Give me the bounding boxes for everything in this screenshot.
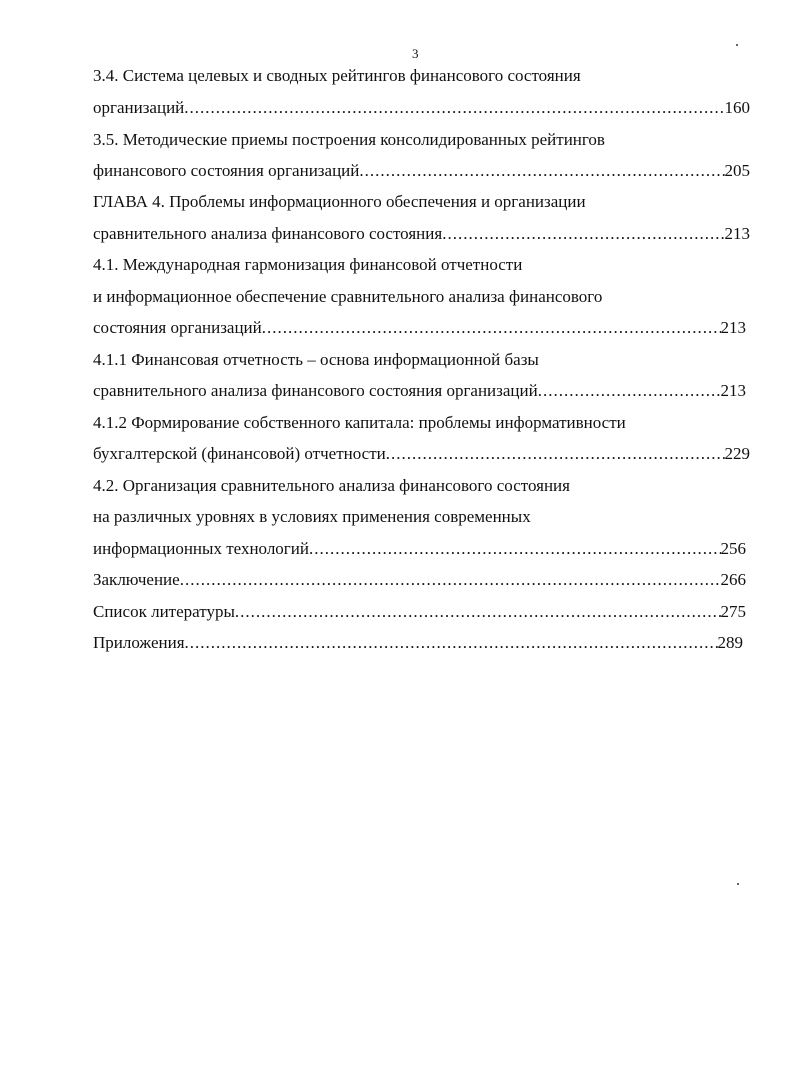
toc-line (93, 160, 750, 182)
toc-line (93, 129, 753, 151)
toc-line (93, 191, 753, 213)
toc-text: на различных уровнях в условиях применения современных (93, 507, 531, 526)
dot-leader (185, 632, 718, 654)
toc-text: и информационное обеспечение сравнительного анализа финансового (93, 287, 603, 306)
toc-line (93, 601, 746, 623)
dot-leader (538, 380, 721, 402)
toc-page-number: 213 (724, 224, 750, 243)
toc-text: Заключение (93, 570, 180, 589)
toc-text: бухгалтерской (финансовой) отчетности (93, 444, 386, 463)
toc-text: сравнительного анализа финансового состояния (93, 224, 443, 243)
dot-leader (386, 443, 725, 465)
toc-text: финансового состояния организаций (93, 161, 360, 180)
page-number: 3 (412, 46, 419, 61)
toc-line (93, 412, 753, 434)
dot-leader (180, 569, 721, 591)
toc-line (93, 506, 753, 528)
toc-line (93, 380, 746, 402)
toc-text: Приложения (93, 633, 185, 652)
toc-line (93, 286, 753, 308)
toc-text: 4.2. Организация сравнительного анализа финансового состояния (93, 476, 570, 495)
toc-text: информационных технологий (93, 539, 309, 558)
dot-leader (235, 601, 721, 623)
toc-page-number: 160 (724, 98, 750, 117)
dot-leader (442, 223, 724, 245)
toc-text: сравнительного анализа финансового состояния организаций (93, 381, 538, 400)
toc-page-number: 275 (720, 602, 746, 621)
toc-line (93, 65, 753, 87)
toc-line (93, 475, 753, 497)
toc-text: 4.1. Международная гармонизация финансовой отчетности (93, 255, 523, 274)
toc-line (93, 569, 746, 591)
toc-text: 3.5. Методические приемы построения консолидированных рейтингов (93, 130, 605, 149)
dot-leader (184, 97, 724, 119)
toc-line (93, 349, 753, 371)
toc-line (93, 317, 746, 339)
toc-page-number: 205 (724, 161, 750, 180)
toc-text: 4.1.2 Формирование собственного капитала: проблемы информативности (93, 413, 626, 432)
toc-text: 3.4. Система целевых и сводных рейтингов финансового состояния (93, 66, 581, 85)
toc-page-number: 213 (720, 318, 746, 337)
dot-leader (262, 317, 721, 339)
toc-text: Список литературы (93, 602, 235, 621)
toc-page-number: 213 (720, 381, 746, 400)
toc-line (93, 443, 750, 465)
toc-text: ГЛАВА 4. Проблемы информационного обеспечения и организации (93, 192, 586, 211)
toc-page-number: 229 (724, 444, 750, 463)
scan-speck (737, 883, 739, 885)
toc-line (93, 97, 750, 119)
toc-line (93, 632, 743, 654)
toc-text: состояния организаций (93, 318, 262, 337)
dot-leader (309, 538, 721, 560)
toc-line (93, 538, 746, 560)
scan-speck (736, 44, 738, 46)
toc-line (93, 254, 753, 276)
toc-page-number: 289 (717, 633, 743, 652)
toc-text: организаций (93, 98, 185, 117)
toc-line (93, 223, 750, 245)
dot-leader (359, 160, 724, 182)
toc-page-number: 266 (720, 570, 746, 589)
toc-page-number: 256 (720, 539, 746, 558)
toc-text: 4.1.1 Финансовая отчетность – основа информационной базы (93, 350, 539, 369)
